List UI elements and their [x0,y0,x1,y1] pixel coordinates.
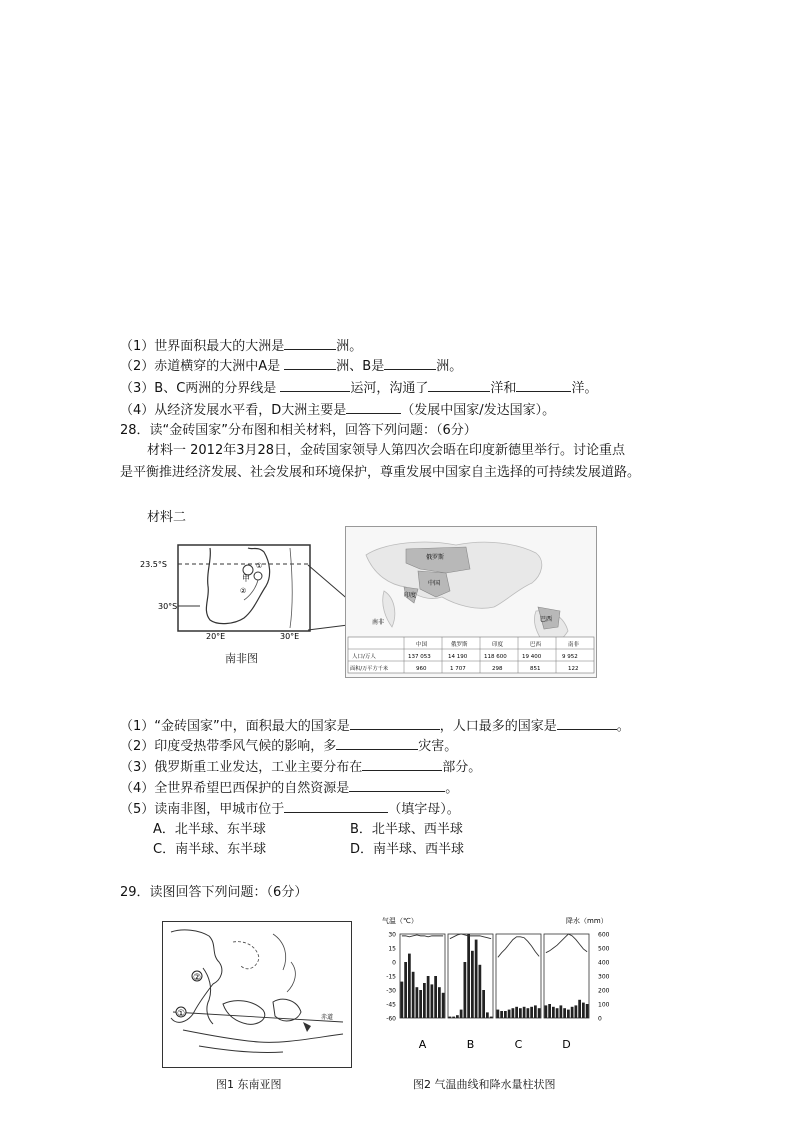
precip-bar [486,1012,489,1018]
temp-tick-label: 15 [388,945,396,953]
q28-item-3: （3）俄罗斯重工业发达，工业主要分布在 部分。 [120,757,481,777]
precip-bar [560,1005,563,1018]
south-africa-map-caption: 南非图 [225,652,258,665]
table-cell: 14 190 [448,654,468,660]
precip-bar [567,1010,570,1018]
chart-panel-frame [448,934,493,1018]
answer-blank[interactable] [428,378,490,392]
precip-bar [456,1015,459,1018]
precip-bar [471,951,474,1018]
precip-bar [523,1007,526,1018]
precip-bar [404,962,407,1018]
precip-bar [431,984,434,1018]
table-cell: 19 400 [522,654,542,660]
panel-label: B [466,1038,475,1051]
label-russia: 俄罗斯 [426,554,445,561]
precip-tick-label: 600 [598,931,610,939]
table-cell: 1 707 [450,666,466,672]
table-header: 南非 [568,642,580,648]
precip-bar [479,965,482,1018]
table-cell: 298 [492,666,503,672]
precip-bar [563,1008,566,1018]
precip-bar [401,982,404,1018]
precip-bar [408,954,411,1018]
temperature-line [450,934,491,939]
table-header: 中国 [416,642,428,648]
panel-label: C [514,1038,523,1051]
precip-bar [556,1008,559,1018]
precip-bar [538,1008,541,1018]
precip-bar [515,1007,518,1018]
q28-title: 28．读“金砖国家”分布图和相关材料，回答下列问题：（6分） [120,423,477,438]
precip-bar [552,1007,555,1018]
precip-bar [497,1010,500,1018]
table-cell: 960 [416,666,427,672]
temp-axis-label: 气温（℃） [382,917,418,925]
precip-axis-label: 降水（mm） [566,917,608,925]
answer-blank[interactable] [284,336,336,350]
precip-bar [582,1003,585,1018]
q28-item-5: （5）读南非图，甲城市位于 （填字母）。 [120,799,460,819]
table-cell: 面积/万平方千米 [350,666,389,672]
precip-bar [575,1005,578,1018]
map-mark-1: ① [256,562,263,570]
precip-tick-label: 200 [598,987,610,995]
lon-20-label: 20°E [206,632,226,640]
lat-30-label: 30°S [158,602,178,611]
precip-bar [442,993,445,1018]
q28-option-d[interactable]: D．南半球、西半球 [350,842,465,857]
fig1-caption: 图1 东南亚图 [216,1078,282,1091]
temperature-line [498,937,539,958]
answer-blank[interactable] [346,400,401,414]
answer-blank[interactable] [280,378,350,392]
q28-option-c[interactable]: C．南半球、东半球 [153,842,267,857]
table-cell: 122 [568,666,579,672]
q27-item-2: （2）赤道横穿的大洲中A是 洲、B是 洲。 [120,356,462,376]
climate-chart [380,914,610,1054]
precip-bar [519,1008,522,1018]
label-south-africa: 南非 [372,619,385,626]
table-cell: 人口/万人 [352,654,376,660]
answer-blank[interactable] [384,356,436,370]
temp-tick-label: -45 [386,1001,396,1009]
precip-bar [434,976,437,1018]
q28-item-1: （1）“金砖国家”中，面积最大的国家是 ，人口最多的国家是 。 [120,716,630,736]
q28-material1-line2: 是平衡推进经济发展、社会发展和环境保护，尊重发展中国家自主选择的可持续发展道路。 [120,465,641,480]
south-africa-map [140,540,315,640]
table-cell: 137 053 [408,654,431,660]
precip-bar [504,1011,507,1018]
precip-bar [545,1005,548,1018]
precip-tick-label: 300 [598,973,610,981]
precip-tick-label: 0 [598,1015,602,1023]
precip-bar [530,1007,533,1018]
q29-title: 29．读图回答下列问题：（6分） [120,885,308,900]
precip-bar [475,940,478,1018]
table-cell: 851 [530,666,541,672]
q28-option-b[interactable]: B．北半球、西半球 [350,822,463,837]
precip-bar [449,1017,452,1018]
precip-tick-label: 400 [598,959,610,967]
precip-bar [452,1017,455,1018]
fig1-mark-1: ① [177,1009,186,1019]
table-header: 俄罗斯 [451,642,468,648]
answer-blank[interactable] [284,356,336,370]
q28-material2-label: 材料二 [147,510,187,525]
equator-label: 赤道 [321,1014,334,1021]
temperature-line [402,935,443,937]
fig1-mark-2: ② [193,973,202,983]
precip-bar [490,1017,493,1018]
precip-bar [512,1008,515,1018]
brics-world-map [345,526,597,678]
precip-bar [548,1004,551,1018]
brics-data-table [348,637,594,673]
precip-bar [412,972,415,1018]
precip-bar [416,987,419,1018]
precip-bar [464,962,467,1018]
southeast-asia-map [162,921,352,1068]
answer-blank[interactable] [362,757,442,771]
table-header: 巴西 [530,642,542,648]
precip-bar [482,990,485,1018]
answer-blank[interactable] [557,716,617,730]
q28-material1-line1: 材料一 2012年3月28日，金砖国家领导人第四次会晤在印度新德里举行。讨论重点 [147,443,626,458]
map-mark-2: ② [240,587,247,595]
precip-bar [571,1007,574,1018]
precip-bar [438,987,441,1018]
table-header: 印度 [492,642,504,648]
q27-item-3: （3）B、C两洲的分界线是 运河，沟通了 洋和 洋。 [120,378,597,398]
answer-blank[interactable] [349,778,445,792]
precip-bar [578,1000,581,1018]
temp-tick-label: -15 [386,973,396,981]
panel-label: A [418,1038,427,1051]
lat-23-label: 23.5°S [140,560,167,569]
precip-bar [460,1010,463,1018]
table-cell: 9 952 [562,654,578,660]
precip-bar [586,1004,589,1018]
panel-label: D [562,1038,571,1051]
precip-tick-label: 500 [598,945,610,953]
temp-tick-label: 30 [388,931,396,939]
label-india: 印度 [404,592,417,599]
lon-30-label: 30°E [280,632,300,640]
precip-bar [467,934,470,1018]
q27-item-4: （4）从经济发展水平看，D大洲主要是 （发展中国家/发达国家）。 [120,400,555,420]
temp-tick-label: -30 [386,987,396,995]
precip-bar [534,1005,537,1018]
q27-item-1: （1）世界面积最大的大洲是 洲。 [120,336,362,356]
answer-blank[interactable] [350,716,440,730]
label-brazil: 巴西 [540,616,553,623]
table-cell: 118 600 [484,654,507,660]
precip-bar [500,1011,503,1018]
precip-bar [427,976,430,1018]
precip-bar [508,1010,511,1018]
label-china: 中国 [428,580,441,587]
answer-blank[interactable] [284,799,388,813]
fig2-caption: 图2 气温曲线和降水量柱状图 [413,1078,556,1091]
precip-bar [423,983,426,1018]
answer-blank[interactable] [516,378,571,392]
temp-tick-label: 0 [392,959,396,967]
temperature-line [546,934,587,953]
q28-item-4: （4）全世界希望巴西保护的自然资源是 。 [120,778,458,798]
q28-item-2: （2）印度受热带季风气候的影响，多 灾害。 [120,736,457,756]
precip-bar [527,1008,530,1018]
precip-tick-label: 100 [598,1001,610,1009]
temp-tick-label: -60 [386,1015,396,1023]
answer-blank[interactable] [336,736,418,750]
map-mark-jia: 甲 [242,574,250,583]
precip-bar [419,990,422,1018]
q28-option-a[interactable]: A．北半球、东半球 [153,822,266,837]
